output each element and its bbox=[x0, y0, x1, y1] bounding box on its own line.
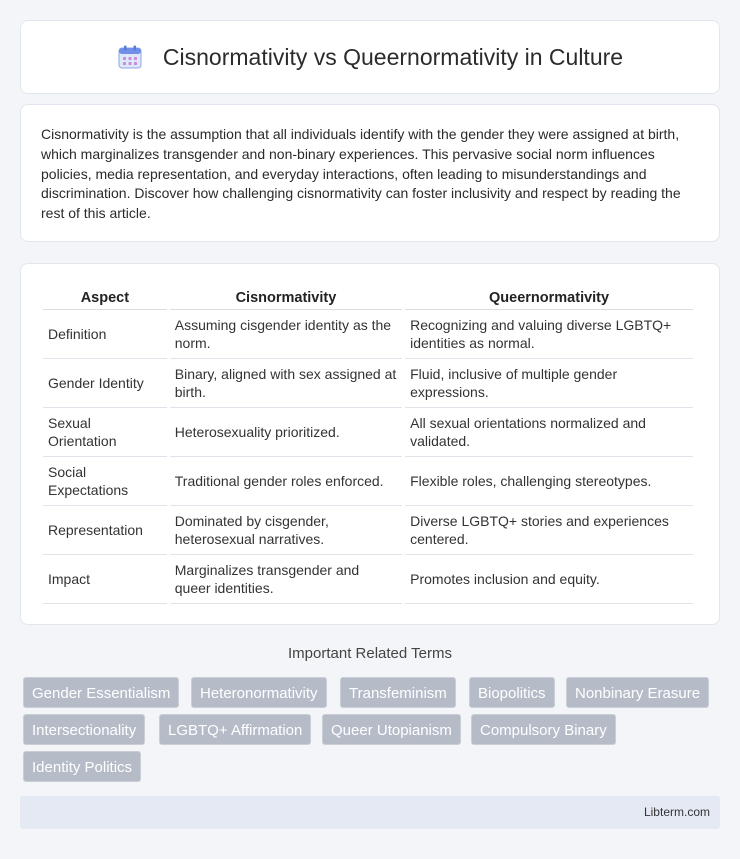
table-cell-aspect: Definition bbox=[43, 310, 167, 359]
column-header-cisnormativity: Cisnormativity bbox=[170, 284, 402, 310]
table-cell-aspect: Sexual Orientation bbox=[43, 408, 167, 457]
page-title: Cisnormativity vs Queernormativity in Culture bbox=[162, 43, 624, 70]
related-terms-title: Important Related Terms bbox=[288, 645, 452, 662]
table-cell-cisnormativity: Dominated by cisgender, heterosexual narratives. bbox=[170, 506, 402, 555]
table-header-row bbox=[43, 284, 693, 310]
table-cell-queernormativity: Diverse LGBTQ+ stories and experiences centered. bbox=[405, 506, 693, 555]
intro-card bbox=[20, 104, 720, 242]
footer-brand-link[interactable]: Libterm.com bbox=[643, 805, 710, 819]
tag-gender-essentialism[interactable]: Gender Essentialism bbox=[23, 677, 179, 708]
table-row bbox=[43, 506, 693, 555]
footer bbox=[20, 796, 720, 829]
table-row bbox=[43, 310, 693, 359]
tag-heteronormativity[interactable]: Heteronormativity bbox=[191, 677, 327, 708]
table-cell-aspect: Gender Identity bbox=[43, 359, 167, 408]
table-row bbox=[43, 457, 693, 506]
table-row bbox=[43, 555, 693, 604]
tag-nonbinary-erasure[interactable]: Nonbinary Erasure bbox=[566, 677, 709, 708]
table-cell-queernormativity: All sexual orientations normalized and validated. bbox=[405, 408, 693, 457]
table-cell-cisnormativity: Traditional gender roles enforced. bbox=[170, 457, 402, 506]
table-cell-aspect: Impact bbox=[43, 555, 167, 604]
table-cell-queernormativity: Flexible roles, challenging stereotypes. bbox=[405, 457, 693, 506]
table-cell-cisnormativity: Assuming cisgender identity as the norm. bbox=[170, 310, 402, 359]
tag-queer-utopianism[interactable]: Queer Utopianism bbox=[322, 714, 461, 745]
table-cell-aspect: Representation bbox=[43, 506, 167, 555]
tag-lgbtq-affirmation[interactable]: LGBTQ+ Affirmation bbox=[159, 714, 311, 745]
column-header-aspect: Aspect bbox=[43, 284, 167, 310]
tag-identity-politics[interactable]: Identity Politics bbox=[23, 751, 141, 782]
table-cell-aspect: Social Expectations bbox=[43, 457, 167, 506]
table-cell-cisnormativity: Binary, aligned with sex assigned at birth. bbox=[170, 359, 402, 408]
tag-compulsory-binary[interactable]: Compulsory Binary bbox=[471, 714, 616, 745]
table-row bbox=[43, 408, 693, 457]
tag-intersectionality[interactable]: Intersectionality bbox=[23, 714, 145, 745]
tag-transfeminism[interactable]: Transfeminism bbox=[340, 677, 456, 708]
tag-biopolitics[interactable]: Biopolitics bbox=[469, 677, 555, 708]
table-cell-queernormativity: Recognizing and valuing diverse LGBTQ+ identities as normal. bbox=[405, 310, 693, 359]
title-wrap bbox=[117, 44, 623, 71]
intro-paragraph: Cisnormativity is the assumption that all individuals identify with the gender they were assigned at birth, which marginalizes transgender and non-binary experiences. This pervasive social norm influences policies, media representation, and everyday interactions, often leading to misunderstandings and discrimination. Discover how challenging cisnormativity can foster inclusivity and respect by reading the rest of this article. bbox=[41, 126, 681, 222]
comparison-table bbox=[40, 284, 696, 604]
table-cell-cisnormativity: Heterosexuality prioritized. bbox=[170, 408, 402, 457]
table-cell-cisnormativity: Marginalizes transgender and queer identities. bbox=[170, 555, 402, 604]
table-row bbox=[43, 359, 693, 408]
header-card bbox=[20, 20, 720, 94]
comparison-table-card bbox=[20, 263, 720, 625]
calendar-icon bbox=[117, 44, 143, 70]
column-header-queernormativity: Queernormativity bbox=[405, 284, 693, 310]
table-cell-queernormativity: Fluid, inclusive of multiple gender expressions. bbox=[405, 359, 693, 408]
table-cell-queernormativity: Promotes inclusion and equity. bbox=[405, 555, 693, 604]
